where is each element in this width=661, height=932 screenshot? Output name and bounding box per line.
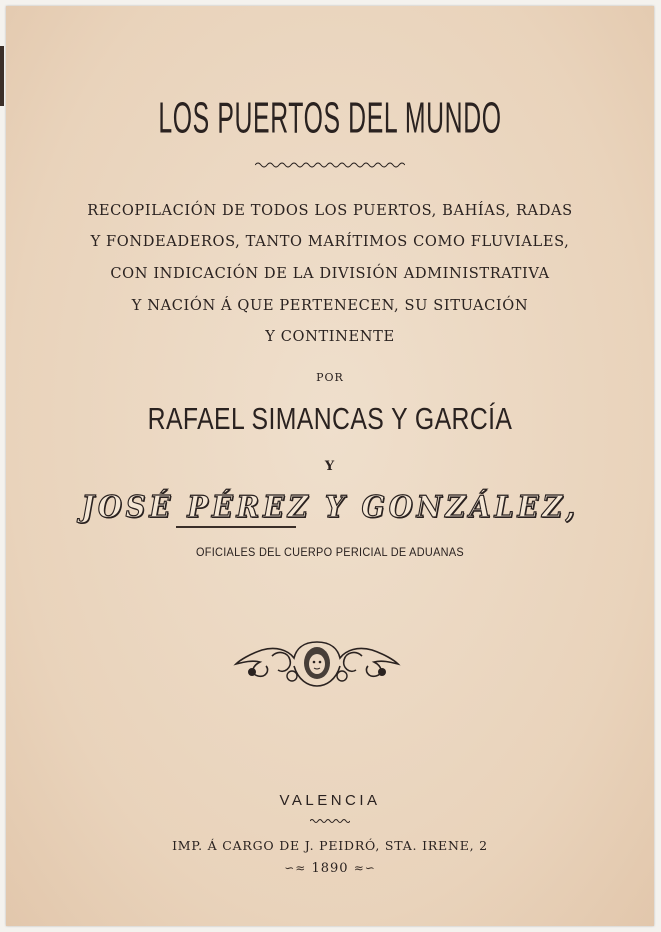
description-line: Y FONDEADEROS, TANTO MARÍTIMOS COMO FLUVIALES, <box>90 233 570 250</box>
title-wavy-rule <box>6 161 654 169</box>
description-line: CON INDICACIÓN DE LA DIVISIÓN ADMINISTRATIVA <box>110 265 550 282</box>
author-secondary-underline <box>176 526 296 528</box>
description-line: Y CONTINENTE <box>265 328 395 345</box>
title-page <box>6 6 654 926</box>
book-title: LOS PUERTOS DEL MUNDO <box>158 94 502 143</box>
author-conjunction: Y <box>324 459 336 474</box>
description-line: Y NACIÓN Á QUE PERTENECEN, SU SITUACIÓN <box>131 297 529 314</box>
year-flourish-right-icon: ≈∽ <box>353 861 376 875</box>
binding-edge <box>0 46 4 106</box>
year-flourish-left-icon: ∽≈ <box>284 861 307 875</box>
floral-mask-ornament-icon <box>232 636 402 694</box>
author-primary: RAFAEL SIMANCAS Y GARCÍA <box>147 401 513 436</box>
by-label: POR <box>316 371 344 384</box>
author-affiliation: OFICIALES DEL CUERPO PERICIAL DE ADUANAS <box>195 547 464 559</box>
publication-city: VALENCIA <box>279 792 381 809</box>
description-line: RECOPILACIÓN DE TODOS LOS PUERTOS, BAHÍAS, RADAS <box>87 202 573 219</box>
publication-year-row <box>6 861 654 876</box>
city-wavy-rule <box>6 818 654 824</box>
author-secondary: JOSÉ PÉREZ Y GONZÁLEZ, <box>81 490 579 525</box>
publication-year: 1890 <box>311 861 349 876</box>
printer-imprint: IMP. Á CARGO DE J. PEIDRÓ, STA. IRENE, 2 <box>172 838 488 853</box>
